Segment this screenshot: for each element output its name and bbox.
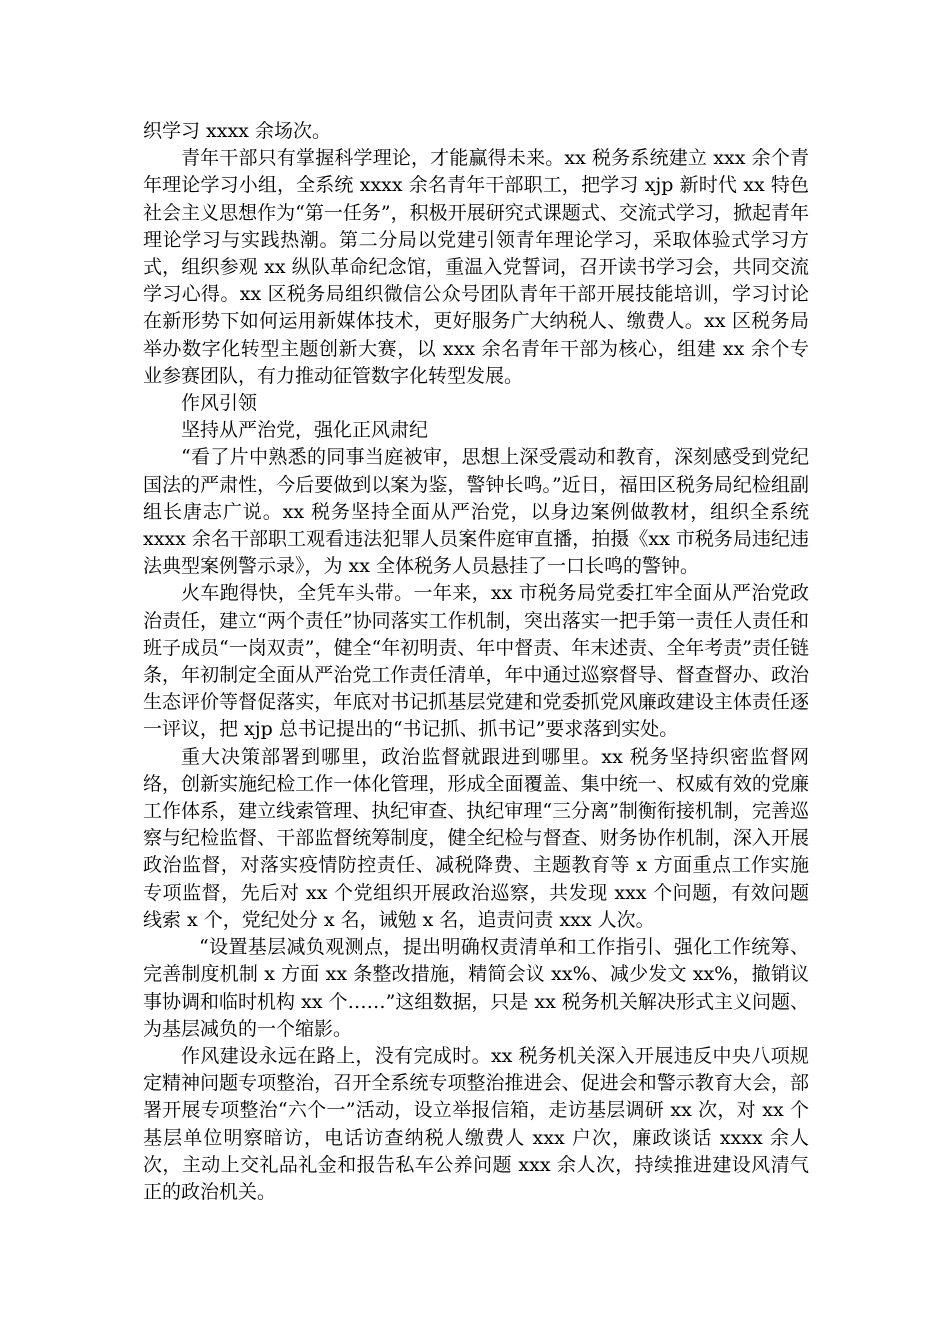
paragraph-continuation: 织学习 xxxx 余场次。	[143, 120, 331, 142]
paragraph-supervision: 重大决策部署到哪里，政治监督就跟进到哪里。xx 税务坚持织密监督网络，创新实施纪检工作一体化管理，形成全面覆盖、集中统一、权威有效的党廉工作体系，建立线索管理、执纪审查、执纪审理“三分离”制衡衔接机制，完善巡察与纪检监督、干部监督统筹制度，健全纪检与督查、财务协作机制，深入开展政治监督，对落实疫情防控责任、减税降费、主题教育等 x 方面重点工作实施专项监督，先后对 xx 个党组织开展政治巡察，共发现 xxx 个问题，有效问题线索 x 个，党纪处分 x 名，诫勉 x 名，追责问责 xxx 人次。	[143, 745, 809, 931]
paragraph-burden-reduction: “设置基层减负观测点，提出明确权责清单和工作指引、强化工作统筹、完善制度机制 x 方面 xx 条整改措施，精简会议 xx%、减少发文 xx%，撤销议事协调和临时机构 xx 个……”这组数据，只是 xx 税务机关解决形式主义问题、为基层减负的一个缩影。	[143, 936, 809, 1040]
paragraph-responsibility: 火车跑得快，全凭车头带。一年来，xx 市税务局党委扛牢全面从严治党政治责任，建立“两个责任”协同落实工作机制，突出落实一把手第一责任人责任和班子成员“一岗双责”，健全“年初明责、年中督责、年末述责、全年考责”责任链条，年初制定全面从严治党工作责任清单，年中通过巡察督导、督查督办、政治生态评价等督促落实，年底对书记抓基层党建和党委抓党风廉政建设主体责任逐一评议，把 xjp 总书记提出的“书记抓、抓书记”要求落到实处。	[143, 582, 809, 741]
paragraph-quote-case: “看了片中熟悉的同事当庭被审，思想上深受震动和教育，深刻感受到党纪国法的严肃性，今后要做到以案为鉴，警钟长鸣。”近日，福田区税务局纪检组副组长唐志广说。xx 税务坚持全面从严治党，以身边案例做教材，组织全系统 xxxx 余名干部职工观看违法犯罪人员案件庭审直播，拍摄《xx 市税务局违纪违法典型案例警示录》，为 xx 全体税务人员悬挂了一口长鸣的警钟。	[143, 446, 809, 578]
paragraph-youth-study: 青年干部只有掌握科学理论，才能赢得未来。xx 税务系统建立 xxx 余个青年理论学习小组，全系统 xxxx 余名青年干部职工，把学习 xjp 新时代 xx 特色社会主义思想作为“第一任务”，积极开展研究式课题式、交流式学习，掀起青年理论学习与实践热潮。第二分局以党建引领青年理论学习，采取体验式学习方式，组织参观 xx 纵队革命纪念馆，重温入党誓词，召开读书学习会，共同交流学习心得。xx 区税务局组织微信公众号团队青年干部开展技能培训，学习讨论在新形势下如何运用新媒体技术，更好服务广大纳税人、缴费人。xx 区税务局举办数字化转型主题创新大赛，以 xxx 余名青年干部为核心，组建 xx 余个专业参赛团队，有力推动征管数字化转型发展。	[143, 147, 809, 387]
paragraph-work-style: 作风建设永远在路上，没有完成时。xx 税务机关深入开展违反中央八项规定精神问题专项整治，召开全系统专项整治推进会、促进会和警示教育大会，部署开展专项整治“六个一”活动，设立举报信箱，走访基层调研 xx 次，对 xx 个基层单位明察暗访，电话访查纳税人缴费人 xxx 户次，廉政谈话 xxxx 余人次，主动上交礼品礼金和报告私车公养问题 xxx 余人次，持续推进建设风清气正的政治机关。	[143, 1044, 809, 1203]
section-heading: 作风引领	[181, 392, 258, 415]
subsection-heading: 坚持从严治党，强化正风肃纪	[181, 419, 429, 442]
document-page	[143, 118, 809, 1206]
